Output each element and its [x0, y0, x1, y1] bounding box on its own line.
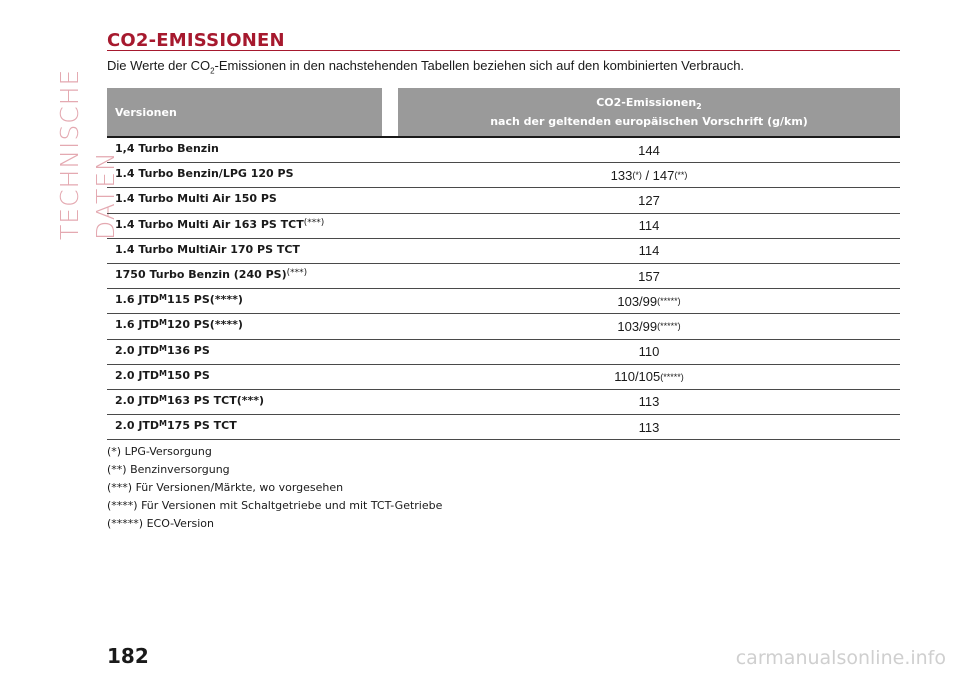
footnote: (**) Benzinversorgung	[107, 463, 230, 476]
table-row	[107, 214, 900, 239]
emission-cell: 113	[638, 394, 660, 410]
emission-cell: 113	[638, 419, 660, 435]
header-emissions	[398, 88, 900, 136]
intro-subscript: 2	[210, 66, 215, 76]
version-cell: 1750 Turbo Benzin (240 PS) (***)	[115, 267, 308, 281]
table-row	[107, 289, 900, 314]
emission-cell: 144	[638, 142, 660, 158]
version-cell: 2.0 JTD M 136 PS	[115, 343, 210, 357]
emission-cell: 133 (*) / 147 (**)	[610, 167, 688, 183]
version-cell: 1.6 JTD M 115 PS(****)	[115, 293, 243, 307]
table-header	[107, 88, 900, 138]
footnote: (*****) ECO-Version	[107, 517, 214, 530]
emission-cell: 110	[638, 344, 660, 360]
intro-text-before: Die Werte der CO	[107, 58, 211, 73]
version-cell: 2.0 JTD M 175 PS TCT	[115, 419, 237, 433]
header-versions: Versionen	[107, 88, 382, 136]
header-emissions-line2: nach der geltenden europäischen Vorschrift (g/km)	[490, 115, 808, 129]
intro-text-after: -Emissionen in den nachstehenden Tabellen beziehen sich auf den kombinierten Verbrauch.	[214, 58, 745, 73]
emission-cell: 114	[638, 243, 660, 259]
table-row	[107, 340, 900, 365]
footnote: (****) Für Versionen mit Schaltgetriebe und mit TCT-Getriebe	[107, 499, 443, 512]
emission-cell: 103/99 (*****)	[617, 293, 681, 309]
footnote: (*) LPG-Versorgung	[107, 445, 212, 458]
version-cell: 2.0 JTD M 150 PS	[115, 368, 210, 382]
table-row	[107, 314, 900, 339]
version-cell: 1.4 Turbo MultiAir 170 PS TCT	[115, 242, 300, 256]
version-cell: 2.0 JTD M 163 PS TCT(***)	[115, 393, 265, 407]
emission-cell: 103/99 (*****)	[617, 318, 681, 334]
table-row	[107, 138, 900, 163]
table-row	[107, 239, 900, 264]
table-row	[107, 365, 900, 390]
intro-paragraph	[107, 58, 900, 76]
emission-cell: 157	[638, 268, 660, 284]
version-cell: 1.4 Turbo Multi Air 163 PS TCT (***)	[115, 217, 325, 231]
page-number: 182	[107, 644, 149, 668]
footnotes	[107, 443, 442, 533]
co2-emissions-table	[107, 88, 900, 440]
table-row	[107, 415, 900, 440]
section-title: CO2-EMISSIONEN	[107, 30, 285, 51]
header-emissions-line1: CO2-Emissionen$_2$	[596, 95, 702, 112]
table-row	[107, 264, 900, 289]
emission-cell: 110/105 (*****)	[614, 369, 684, 385]
emission-cell: 127	[638, 192, 660, 208]
version-cell: 1.4 Turbo Multi Air 150 PS	[115, 192, 277, 206]
version-cell: 1.4 Turbo Benzin/LPG 120 PS	[115, 167, 294, 181]
table-row	[107, 188, 900, 213]
table-row	[107, 163, 900, 188]
emission-cell: 114	[638, 218, 660, 234]
title-divider	[107, 50, 900, 51]
side-section-tab: TECHNISCHE DATEN	[55, 68, 120, 240]
version-cell: 1,4 Turbo Benzin	[115, 142, 219, 155]
version-cell: 1.6 JTD M 120 PS(****)	[115, 318, 243, 332]
footnote: (***) Für Versionen/Märkte, wo vorgesehen	[107, 481, 344, 494]
watermark: carmanualsonline.info	[735, 647, 946, 669]
table-row	[107, 390, 900, 415]
